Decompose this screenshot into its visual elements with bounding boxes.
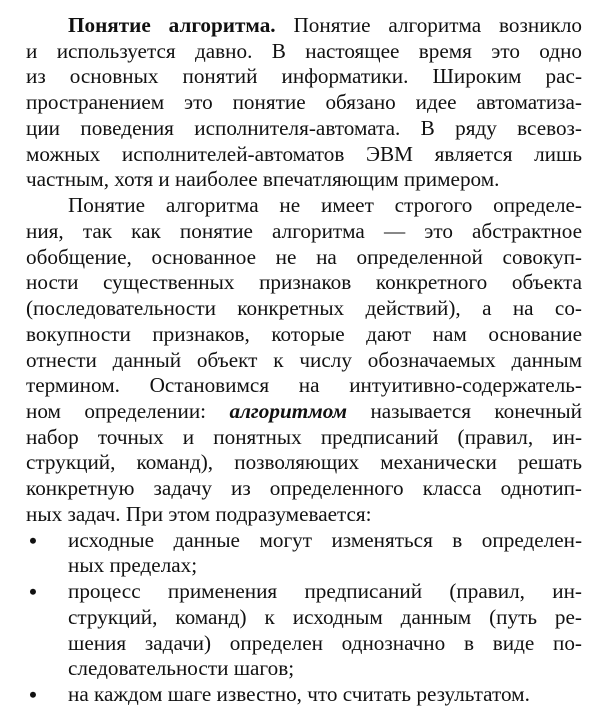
text-span: называется конечный: [347, 399, 582, 423]
paragraph-2-line-2: ния, так как понятие алгоритма — это абстрактное: [26, 219, 582, 243]
paragraph-1-line-3: из основных понятий информатики. Широким рас-: [26, 64, 582, 88]
section-heading: Понятие алгоритма.: [68, 13, 276, 37]
paragraph-1-line-7: частным, хотя и наиболее впечатляющим примером.: [26, 167, 500, 191]
term-algorithm: алгоритмом: [229, 399, 348, 423]
text-span: Понятие алгоритма возникло: [275, 13, 582, 37]
paragraph-2-line-3: обобщение, основанное не на определенной совокуп-: [26, 245, 582, 269]
paragraph-2-line-10: набор точных и понятных предписаний (правил, ин-: [26, 425, 582, 449]
paragraph-2-line-8: термином. Остановимся на интуитивно-содержатель-: [26, 373, 582, 397]
text-span: ном определении:: [26, 399, 230, 423]
bullet-2-line-4: следовательности шагов;: [68, 656, 295, 680]
bullet-2-marker: •: [29, 579, 37, 604]
bullet-1-line-1: исходные данные могут изменяться в определен-: [68, 528, 582, 552]
paragraph-2-line-13: ных задач. При этом подразумевается:: [26, 502, 372, 526]
paragraph-2-line-4: ности существенных признаков конкретного объекта: [26, 270, 582, 294]
paragraph-2-line-11: струкций, команд), позволяющих механически решать: [26, 450, 582, 474]
bullet-3-line-1: на каждом шаге известно, что считать результатом.: [68, 682, 530, 706]
paragraph-2-line-12: конкретную задачу из определенного класса однотип-: [26, 476, 582, 500]
bullet-1-marker: •: [29, 528, 37, 553]
paragraph-1-line-6: можных исполнителей-автоматов ЭВМ является лишь: [26, 142, 582, 166]
paragraph-2-line-9: [26, 399, 582, 425]
bullet-1-line-2: ных пределах;: [68, 553, 198, 577]
paragraph-1-line-1: [68, 13, 582, 39]
paragraph-1-line-5: ции поведения исполнителя-автомата. В ряду всевоз-: [26, 116, 582, 140]
bullet-2-line-3: шения задачи) определен однозначно в виде по-: [68, 631, 582, 655]
paragraph-1-line-2: и используется давно. В настоящее время это одно: [26, 39, 582, 63]
bullet-2-line-1: процесс применения предписаний (правил, ин-: [68, 579, 582, 603]
paragraph-2-line-6: вокупности признаков, которые дают нам основание: [26, 322, 582, 346]
paragraph-2-line-1: Понятие алгоритма не имеет строгого определе-: [68, 193, 582, 217]
bullet-2-line-2: струкций, команд) к исходным данным (путь ре-: [68, 605, 582, 629]
paragraph-2-line-7: отнести данный объект к числу обозначаемых данным: [26, 348, 582, 372]
paragraph-1-line-4: пространением это понятие обязано идее автоматиза-: [26, 90, 582, 114]
bullet-3-marker: •: [29, 682, 37, 707]
paragraph-2-line-5: (последовательности конкретных действий), а на со-: [26, 296, 582, 320]
